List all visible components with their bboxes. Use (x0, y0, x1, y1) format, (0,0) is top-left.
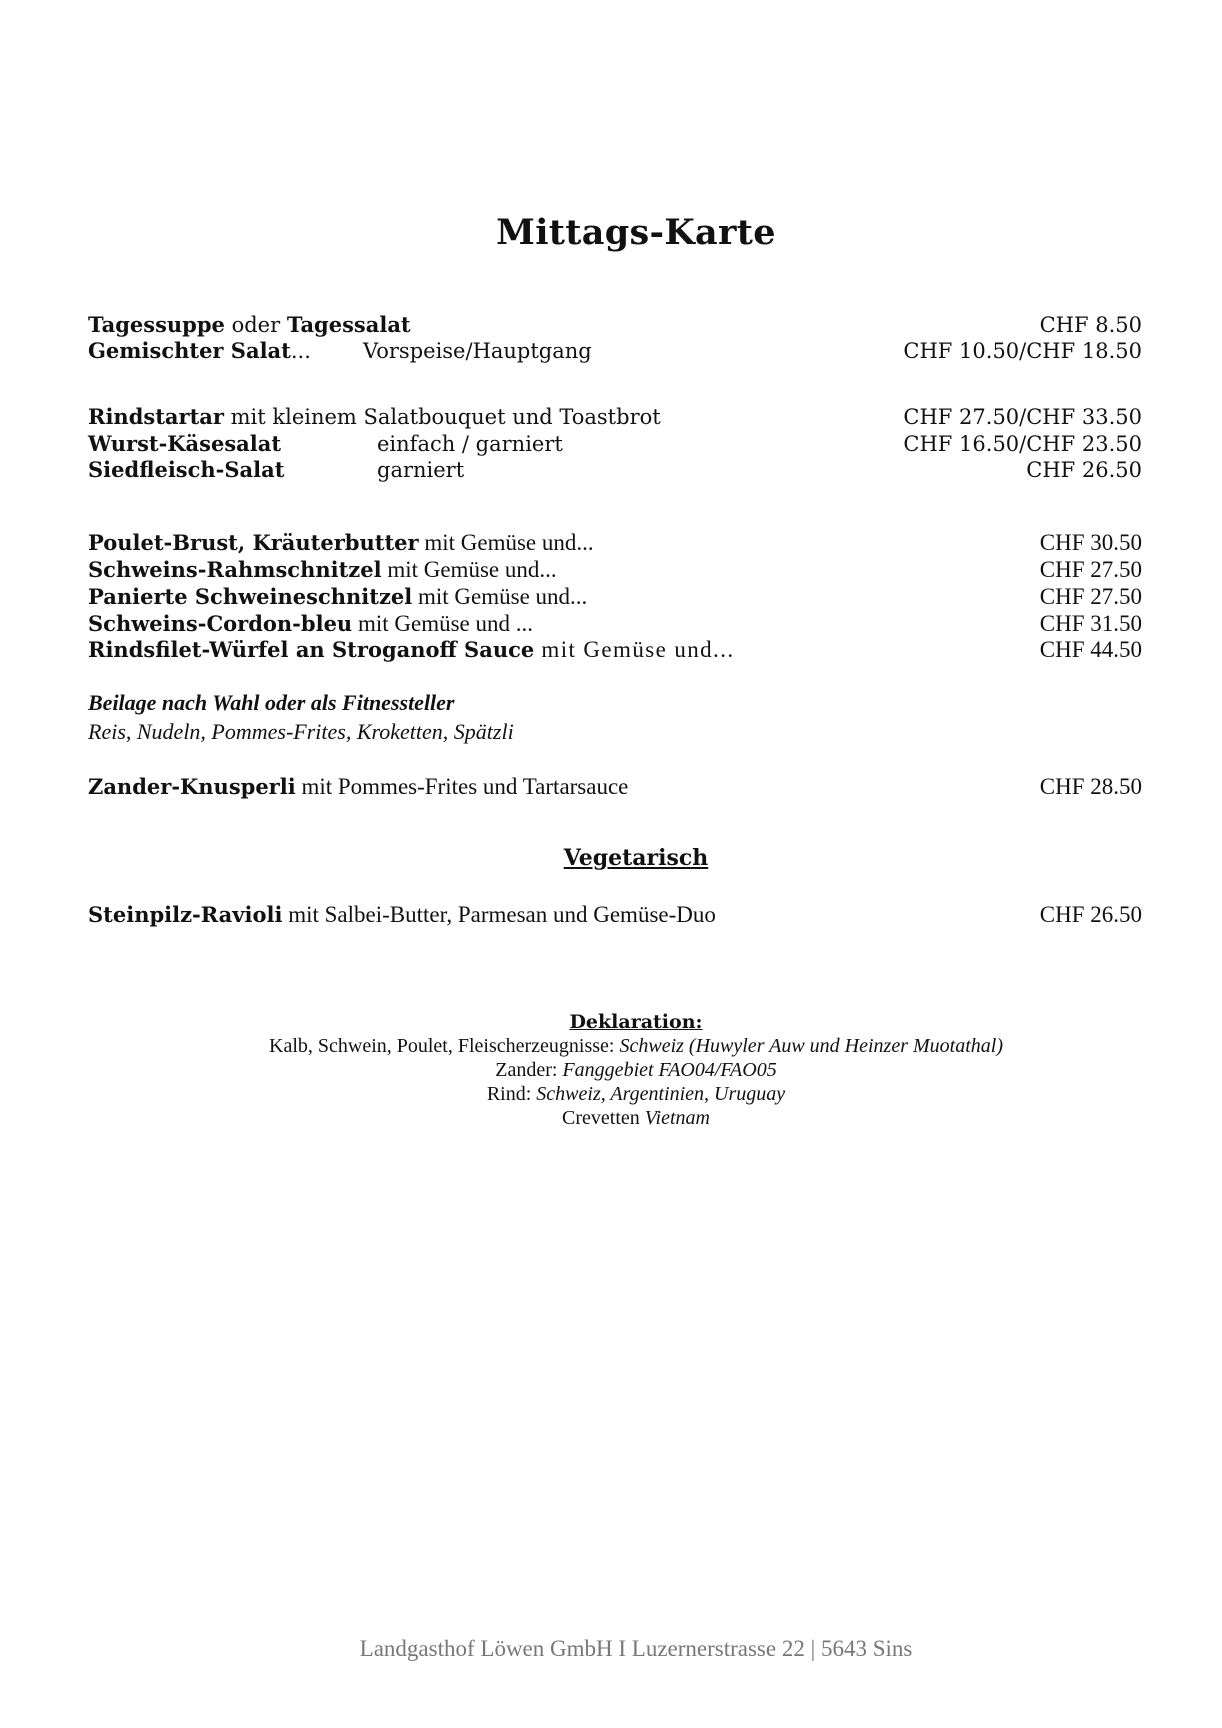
beilage-heading: Beilage nach Wahl oder als Fitnessteller (88, 690, 455, 715)
item-name: Wurst-Käsesalat (88, 431, 282, 456)
deklaration-line-4 (0, 1106, 1222, 1130)
item-price: CHF 10.50/CHF 18.50 (903, 339, 1142, 363)
item-name: Schweins-Cordon-bleu (88, 611, 353, 636)
deklaration-value: Schweiz, Argentinien, Uruguay (536, 1083, 786, 1105)
item-name: Rindsfilet-Würfel an Stroganoff Sauce (88, 637, 535, 662)
menu-item-panierte-schweineschnitzel (88, 583, 1142, 611)
deklaration-heading: Deklaration: (569, 1011, 703, 1033)
item-name: Zander-Knusperli (88, 774, 296, 799)
item-name-2: Tagessalat (286, 312, 411, 337)
deklaration-value: Vietnam (644, 1107, 710, 1129)
menu-item-poulet-brust (88, 529, 1142, 557)
item-price: CHF 27.50 (1039, 557, 1142, 582)
menu-item-rindstartar (88, 403, 1142, 431)
item-description: mit Gemüse und... (381, 557, 557, 582)
deklaration-label: Kalb, Schwein, Poulet, Fleischerzeugnisse: (269, 1035, 620, 1057)
item-name: Steinpilz-Ravioli (88, 902, 283, 927)
item-price: CHF 30.50 (1039, 530, 1142, 555)
section-heading-vegetarisch: Vegetarisch (563, 845, 709, 871)
menu-item-siedfleisch-salat (88, 456, 1142, 484)
item-description: mit Pommes-Frites und Tartarsauce (295, 774, 629, 799)
item-price: CHF 27.50 (1039, 584, 1142, 609)
item-description: mit Gemüse und... (534, 637, 735, 662)
menu-item-tagessuppe (88, 311, 1142, 339)
item-description: mit Gemüse und ... (352, 611, 533, 636)
beilage-text: Reis, Nudeln, Pommes-Frites, Kroketten, Spätzli (88, 719, 514, 744)
item-connector: oder (224, 313, 287, 337)
item-description: mit Salbei-Butter, Parmesan und Gemüse-Duo (282, 902, 716, 927)
item-name: Schweins-Rahmschnitzel (88, 557, 382, 582)
menu-item-steinpilz-ravioli (88, 901, 1142, 929)
menu-item-zander-knusperli (88, 773, 1142, 801)
item-variant: einfach / garniert (377, 432, 563, 456)
item-name: Poulet-Brust, Kräuterbutter (88, 530, 419, 555)
item-name: Panierte Schweineschnitzel (88, 584, 413, 609)
item-price: CHF 16.50/CHF 23.50 (903, 432, 1142, 456)
item-description: mit Gemüse und... (412, 584, 588, 609)
menu-item-schweins-cordon-bleu (88, 610, 1142, 638)
item-price: CHF 26.50 (1039, 902, 1142, 927)
item-name: Rindstartar (88, 404, 224, 429)
item-ellipsis: ... (290, 339, 311, 363)
deklaration-value: Schweiz (Huwyler Auw und Heinzer Muotathal) (619, 1035, 1003, 1057)
menu-item-schweins-rahmschnitzel (88, 556, 1142, 584)
item-price: CHF 44.50 (1039, 637, 1142, 662)
menu-title: Mittags-Karte (496, 212, 776, 253)
item-description: mit Gemüse und... (418, 530, 594, 555)
deklaration-label: Rind: (486, 1083, 537, 1105)
menu-item-rindsfilet-wuerfel (88, 636, 1142, 664)
deklaration-label: Crevetten (562, 1107, 645, 1129)
deklaration-line-1 (0, 1034, 1222, 1058)
item-price: CHF 27.50/CHF 33.50 (903, 405, 1142, 429)
deklaration-line-2 (0, 1058, 1222, 1082)
deklaration-label: Zander: (495, 1059, 563, 1081)
item-name: Gemischter Salat (88, 338, 291, 363)
item-name: Siedfleisch-Salat (88, 457, 285, 482)
item-price: CHF 8.50 (1039, 313, 1142, 337)
deklaration (0, 1010, 1222, 1130)
deklaration-value: Fanggebiet FAO04/FAO05 (562, 1059, 777, 1081)
item-name: Tagessuppe (88, 312, 225, 337)
item-description: mit kleinem Salatbouquet und Toastbrot (223, 405, 661, 429)
menu-item-gemischter-salat (88, 337, 1142, 365)
item-variant: garniert (377, 458, 465, 482)
item-price: CHF 31.50 (1039, 611, 1142, 636)
item-price: CHF 26.50 (1026, 458, 1142, 482)
footer-address: Landgasthof Löwen GmbH I Luzernerstrasse 22 | 5643 Sins (359, 1636, 913, 1661)
menu-item-wurst-kaesesalat (88, 430, 1142, 458)
item-price: CHF 28.50 (1039, 774, 1142, 799)
item-variant: Vorspeise/Hauptgang (363, 339, 592, 363)
deklaration-line-3 (0, 1082, 1222, 1106)
